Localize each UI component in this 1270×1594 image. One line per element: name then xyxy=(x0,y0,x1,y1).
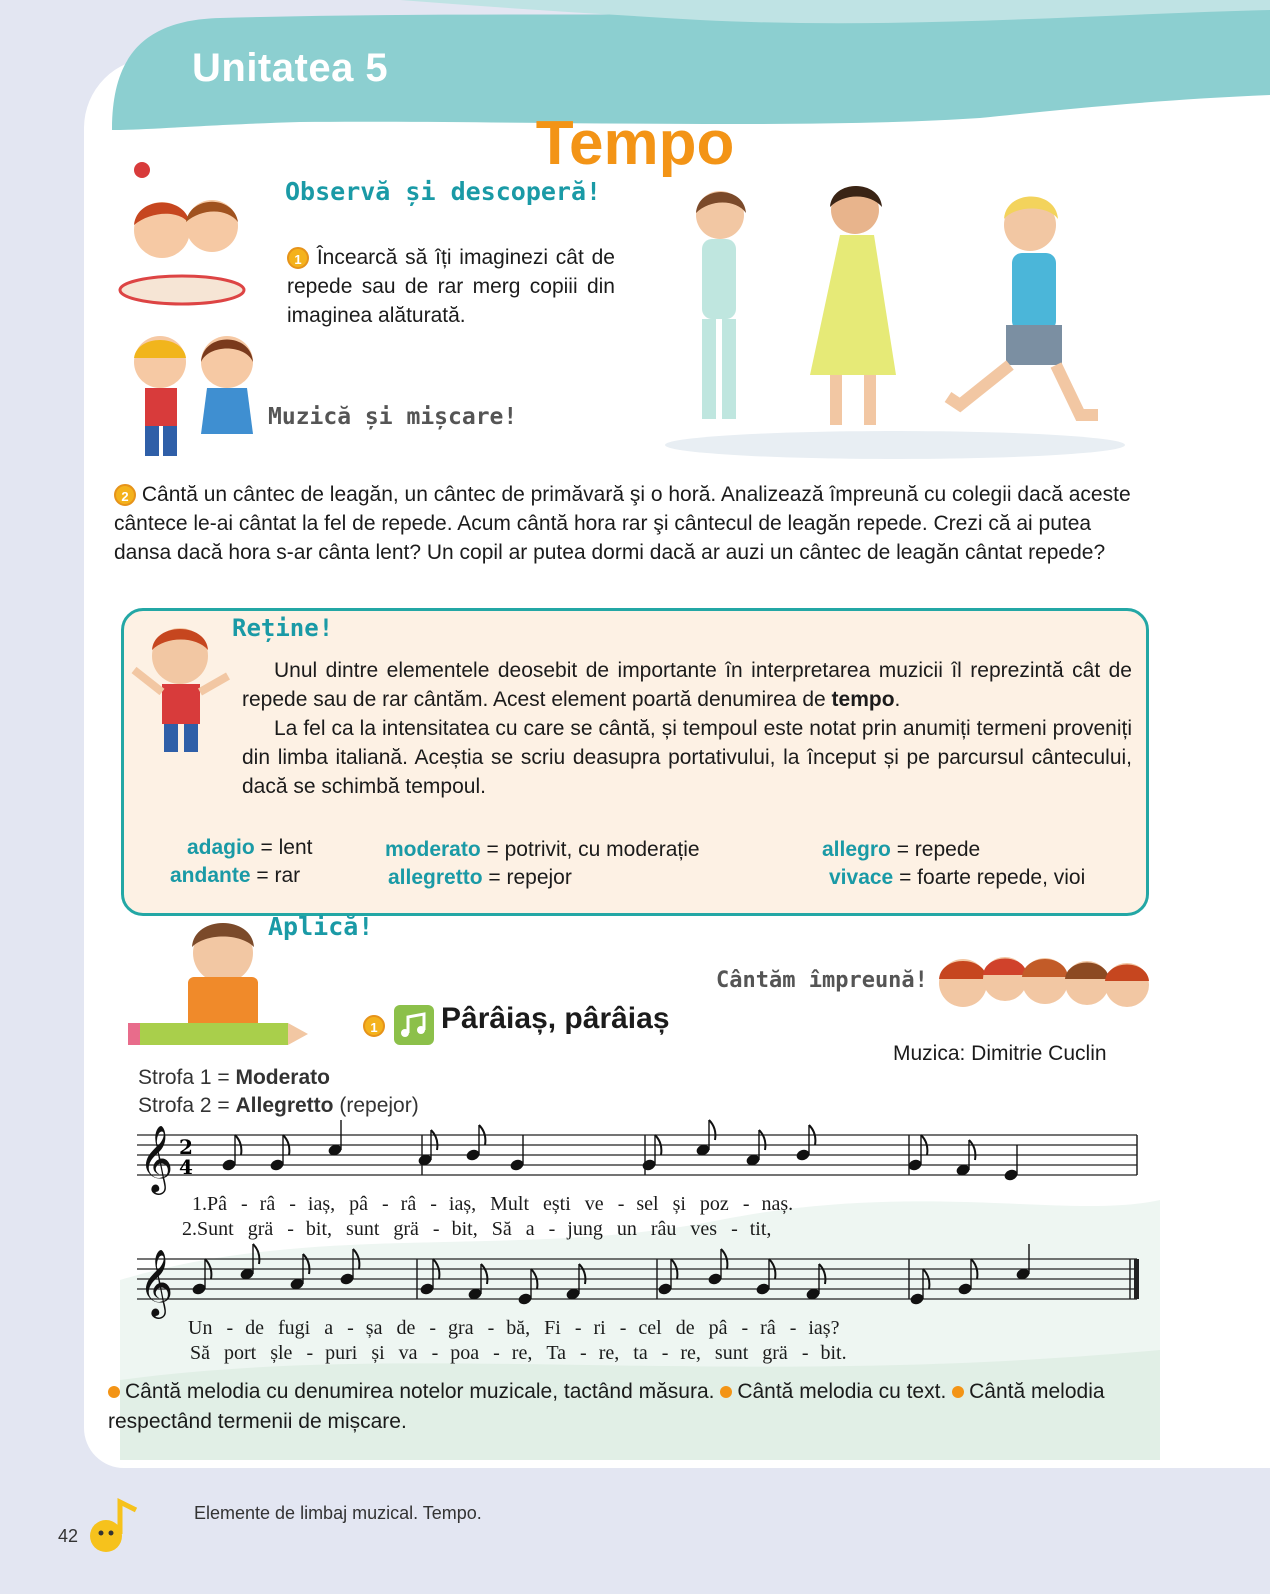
lyrics-line-1 xyxy=(192,1193,807,1216)
lyric-syllable: grä xyxy=(393,1218,419,1240)
song-tasks xyxy=(108,1377,1158,1437)
music-note xyxy=(795,1125,815,1162)
lyric-syllable: fugi xyxy=(278,1317,311,1339)
lyric-syllable: - xyxy=(289,1193,296,1215)
lyric-syllable: gra xyxy=(448,1317,474,1339)
lyric-syllable: bit, xyxy=(451,1218,478,1240)
singing-kids-illustration xyxy=(935,945,1155,1015)
lyric-syllable: ves xyxy=(690,1218,718,1240)
lyric-syllable: bă, xyxy=(506,1317,531,1339)
lyric-syllable: și xyxy=(371,1342,385,1364)
lyric-syllable: Un xyxy=(188,1317,213,1339)
lyrics-line-2 xyxy=(182,1218,785,1241)
lyric-syllable: poa xyxy=(450,1342,480,1364)
bullet-icon xyxy=(720,1386,732,1398)
lesson-title: Tempo xyxy=(535,109,735,178)
task1-number-badge: 1 xyxy=(287,247,309,269)
lyric-syllable: a xyxy=(324,1317,334,1339)
time-signature-top: 2 xyxy=(179,1135,193,1159)
lyric-syllable: 2.Sunt xyxy=(182,1218,234,1240)
lyric-syllable: re, xyxy=(511,1342,533,1364)
music-note xyxy=(755,1259,775,1296)
lyric-syllable: Mult xyxy=(490,1193,530,1215)
lyric-syllable: naș. xyxy=(761,1193,794,1215)
music-note xyxy=(269,1135,289,1172)
lyric-syllable: ești xyxy=(543,1193,571,1215)
lyric-syllable: - xyxy=(619,1317,627,1339)
retine-text xyxy=(242,656,1132,801)
lyric-syllable: ve xyxy=(584,1193,604,1215)
lyric-syllable: - xyxy=(429,1317,437,1339)
lyric-syllable: - xyxy=(241,1193,248,1215)
lyric-syllable: - xyxy=(574,1317,582,1339)
lyric-syllable: de xyxy=(396,1317,416,1339)
task2-text: Cântă un cântec de leagăn, un cântec de primăvară şi o horă. Analizează împreună cu colegii dacă aceste cântece le-ai cântat la fel de repede. Acum cântă hora rar şi cântecul de leagăn repede. Crezi că ai putea dansa dacă hora s-ar cânta lent? Un copil ar putea dormi dacă ar auzi un cântec de leagăn cântat repede? xyxy=(114,483,1131,564)
lyric-syllable: tit, xyxy=(749,1218,772,1240)
treble-clef-icon: 𝄞 xyxy=(139,1124,174,1192)
strofa-2-tempo: Strofa 2 = Allegretto (repejor) xyxy=(138,1094,419,1117)
lyrics-line-4 xyxy=(190,1342,861,1365)
lyric-syllable: pâ xyxy=(708,1317,728,1339)
term-andante: andante = rar xyxy=(170,864,301,887)
lyric-syllable: - xyxy=(742,1193,750,1215)
music-note xyxy=(1003,1145,1019,1182)
lyric-syllable: Fi xyxy=(544,1317,561,1339)
term-vivace: vivace = foarte repede, vioi xyxy=(829,866,1086,889)
song-title: Pârâiaș, pârâiaș xyxy=(441,1002,670,1035)
lyric-syllable: sel xyxy=(636,1193,659,1215)
music-note xyxy=(221,1135,241,1172)
lyric-syllable: șle xyxy=(270,1342,293,1364)
lyric-syllable: - xyxy=(487,1317,495,1339)
task1-paragraph xyxy=(287,243,615,330)
lyric-syllable: - xyxy=(431,1342,439,1364)
lyric-syllable: poz xyxy=(699,1193,729,1215)
task2-paragraph xyxy=(114,480,1154,567)
lyric-syllable: și xyxy=(672,1193,686,1215)
term-moderato: moderato = potrivit, cu moderație xyxy=(385,838,700,861)
aplica-heading: Aplică! xyxy=(268,912,374,941)
lyric-syllable: Ta xyxy=(546,1342,567,1364)
lyric-syllable: iaș, xyxy=(448,1193,477,1215)
song-credit: Muzica: Dimitrie Cuclin xyxy=(893,1042,1107,1065)
lyric-syllable: port xyxy=(224,1342,257,1364)
lyric-syllable: - xyxy=(306,1342,314,1364)
song-number-badge: 1 xyxy=(363,1015,385,1037)
lyric-syllable: - xyxy=(801,1342,809,1364)
music-note xyxy=(909,1269,929,1306)
retine-p1-text: Unul dintre elementele deosebit de importante în interpretarea muzicii îl reprezintă cât de repede sau de rar cântăm. Acest element poartă denumirea de xyxy=(242,659,1132,711)
lyric-syllable: puri xyxy=(325,1342,358,1364)
treble-clef-icon: 𝄞 xyxy=(139,1248,174,1316)
bullet-icon xyxy=(108,1386,120,1398)
retine-paragraph-2: La fel ca la intensitatea cu care se cântă, și tempoul este notat prin anumiți termeni proveniți din limba italiană. Aceștia se scriu deasupra portativului, la început și pe parcursul cântecului, dacă se schimbă tempoul. xyxy=(242,717,1132,798)
task1-text: Încearcă să îți imaginezi cât de repede sau de rar merg copiii din imaginea alăturată. xyxy=(287,246,615,327)
final-bar-line xyxy=(1134,1259,1139,1299)
muzica-miscare-label: Muzică și mișcare! xyxy=(268,404,518,430)
bullet-icon xyxy=(952,1386,964,1398)
lyric-syllable: grä xyxy=(762,1342,788,1364)
lyric-syllable: - xyxy=(548,1218,556,1240)
lyric-syllable: cel xyxy=(638,1317,662,1339)
retine-p1-end: . xyxy=(894,688,901,711)
time-signature-bottom: 4 xyxy=(179,1155,193,1179)
lyric-syllable: - xyxy=(617,1193,625,1215)
song-task-3: Cântă melodia respectând termenii de mișcare. xyxy=(108,1380,1105,1433)
music-note xyxy=(419,1259,439,1296)
lyric-syllable: a xyxy=(525,1218,535,1240)
kids-dancing-illustration xyxy=(115,322,275,462)
lyric-syllable: sunt xyxy=(346,1218,380,1240)
lyric-syllable: râ xyxy=(400,1193,417,1215)
music-note xyxy=(339,1249,359,1286)
lyric-syllable: sunt xyxy=(714,1342,749,1364)
lyric-syllable: Să xyxy=(190,1342,210,1364)
lyric-syllable: bit, xyxy=(305,1218,333,1240)
observa-heading: Observă și descoperă! xyxy=(285,177,602,206)
music-staff-2 xyxy=(137,1248,1147,1316)
song-task-1: Cântă melodia cu denumirea notelor muzicale, tactând măsura. xyxy=(125,1380,715,1403)
lyric-syllable: 1.Pâ xyxy=(192,1193,227,1215)
music-note xyxy=(907,1135,927,1172)
music-note xyxy=(657,1259,677,1296)
music-note-icon xyxy=(394,1005,434,1045)
lyric-syllable: - xyxy=(432,1218,440,1240)
kids-reading-illustration xyxy=(112,150,252,310)
music-note xyxy=(957,1259,977,1296)
lyric-syllable: - xyxy=(430,1193,437,1215)
footer-caption: Elemente de limbaj muzical. Tempo. xyxy=(194,1503,482,1523)
lyric-syllable: de xyxy=(245,1317,265,1339)
lyric-syllable: ta xyxy=(633,1342,648,1364)
lyric-syllable: jung xyxy=(567,1218,603,1240)
walking-children-illustration xyxy=(660,175,1130,465)
lyric-syllable: - xyxy=(382,1193,389,1215)
music-staff-1 xyxy=(137,1124,1147,1192)
lyric-syllable: grä xyxy=(247,1218,274,1240)
lyric-syllable: Să xyxy=(491,1218,512,1240)
song-task-2: Cântă melodia cu text. xyxy=(737,1380,947,1403)
music-note xyxy=(191,1259,211,1296)
lyric-syllable: de xyxy=(675,1317,695,1339)
lyric-syllable: - xyxy=(789,1317,797,1339)
lyric-syllable: - xyxy=(287,1218,294,1240)
term-allegro: allegro = repede xyxy=(822,838,981,861)
music-note xyxy=(707,1249,727,1286)
lyric-syllable: râ xyxy=(760,1317,776,1339)
music-note xyxy=(465,1125,485,1162)
lyric-syllable: va xyxy=(398,1342,418,1364)
lyric-syllable: râu xyxy=(650,1218,677,1240)
music-note xyxy=(641,1135,661,1172)
lyric-syllable: re, xyxy=(680,1342,701,1364)
lyric-syllable: - xyxy=(580,1342,587,1364)
lyric-syllable: râ xyxy=(259,1193,276,1215)
lyric-syllable: - xyxy=(347,1317,354,1339)
music-note xyxy=(517,1269,537,1306)
term-allegretto: allegretto = repejor xyxy=(388,866,572,889)
lyric-syllable: - xyxy=(493,1342,500,1364)
lyric-syllable: șa xyxy=(365,1317,383,1339)
lyric-syllable: - xyxy=(741,1317,749,1339)
retine-heading: Reține! xyxy=(232,614,334,642)
lyric-syllable: un xyxy=(616,1218,637,1240)
lyric-syllable: - xyxy=(226,1317,234,1339)
task2-number-badge: 2 xyxy=(114,484,136,506)
lyric-syllable: re, xyxy=(598,1342,620,1364)
music-note-mascot-icon xyxy=(82,1498,142,1558)
lyric-syllable: bit. xyxy=(820,1342,847,1364)
lyrics-line-3 xyxy=(188,1317,853,1340)
cantam-impreuna-label: Cântăm împreună! xyxy=(716,968,928,993)
page-number: 42 xyxy=(58,1526,79,1546)
unit-title: Unitatea 5 xyxy=(192,46,389,90)
lyric-syllable: - xyxy=(731,1218,738,1240)
lyric-syllable: ri xyxy=(593,1317,606,1339)
lyric-syllable: iaș, xyxy=(307,1193,336,1215)
tempo-term: tempo xyxy=(831,688,895,711)
lyric-syllable: pâ xyxy=(349,1193,368,1215)
lyric-syllable: - xyxy=(661,1342,669,1364)
lyric-syllable: iaș? xyxy=(808,1317,840,1339)
music-note xyxy=(509,1135,525,1172)
strofa-1-tempo: Strofa 1 = Moderato xyxy=(138,1066,330,1089)
term-adagio: adagio = lent xyxy=(187,836,313,859)
retine-paragraph-1 xyxy=(242,656,1132,714)
boy-pointing-illustration xyxy=(128,620,238,760)
